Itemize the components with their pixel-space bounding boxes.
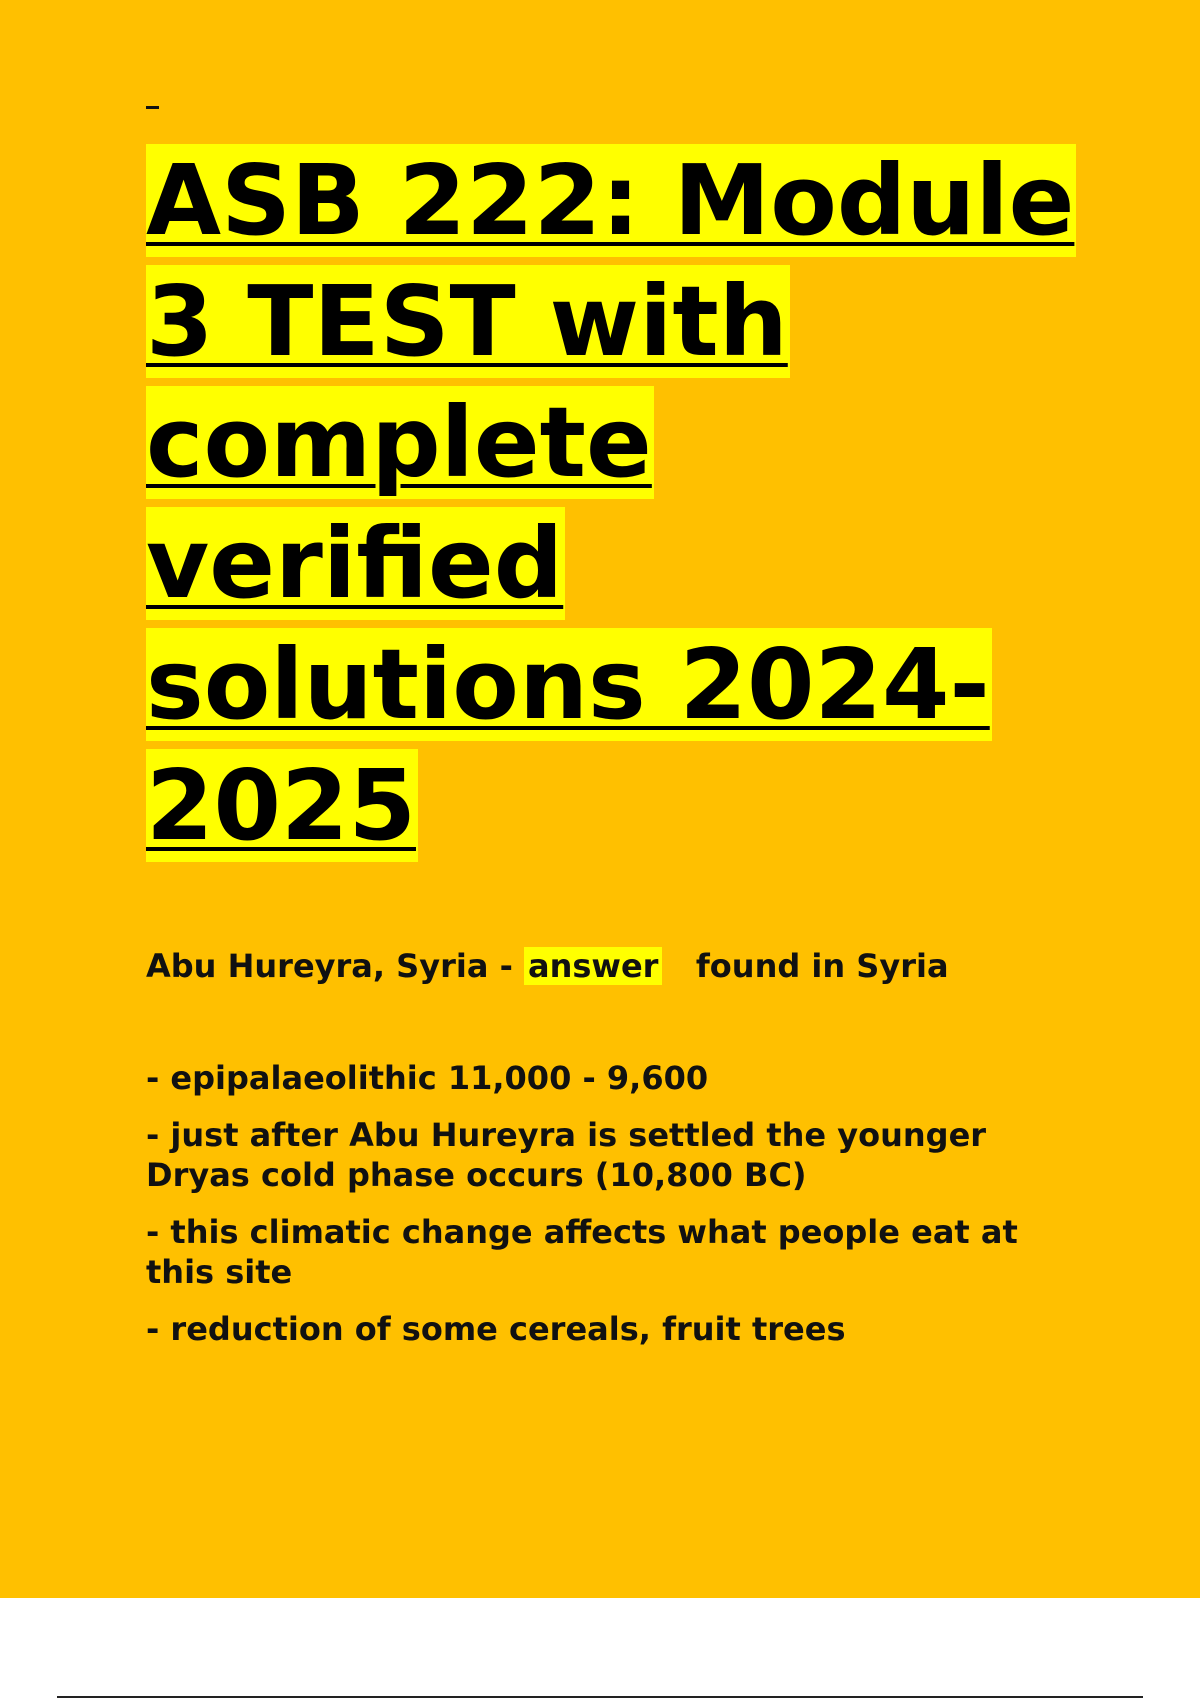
answer-label: answer [524,947,662,985]
top-dash-mark [146,106,159,109]
answer-point: - reduction of some cereals, fruit trees [146,1310,846,1348]
title-line: solutions 2024- [146,628,990,741]
title-line: 3 TEST with [146,265,788,378]
question-separator: - [488,947,524,985]
answer-point: - this climatic change affects what people eat at this site [146,1213,1018,1291]
answer-point: - epipalaeolithic 11,000 - 9,600 [146,1059,709,1097]
answer-point: - just after Abu Hureyra is settled the younger Dryas cold phase occurs (10,800 BC) [146,1116,987,1194]
answer-text: found in Syria [695,947,949,985]
title-line: 2025 [146,749,416,862]
title-line: ASB 222: Module [146,144,1075,257]
question-answer-line [146,944,1086,988]
answer-points-list [146,1058,1066,1366]
title-line: complete [146,386,652,499]
footer-divider [57,1696,1143,1698]
document-title [146,140,1106,866]
title-line: verified [146,507,564,620]
question-term: Abu Hureyra, Syria [146,947,489,985]
